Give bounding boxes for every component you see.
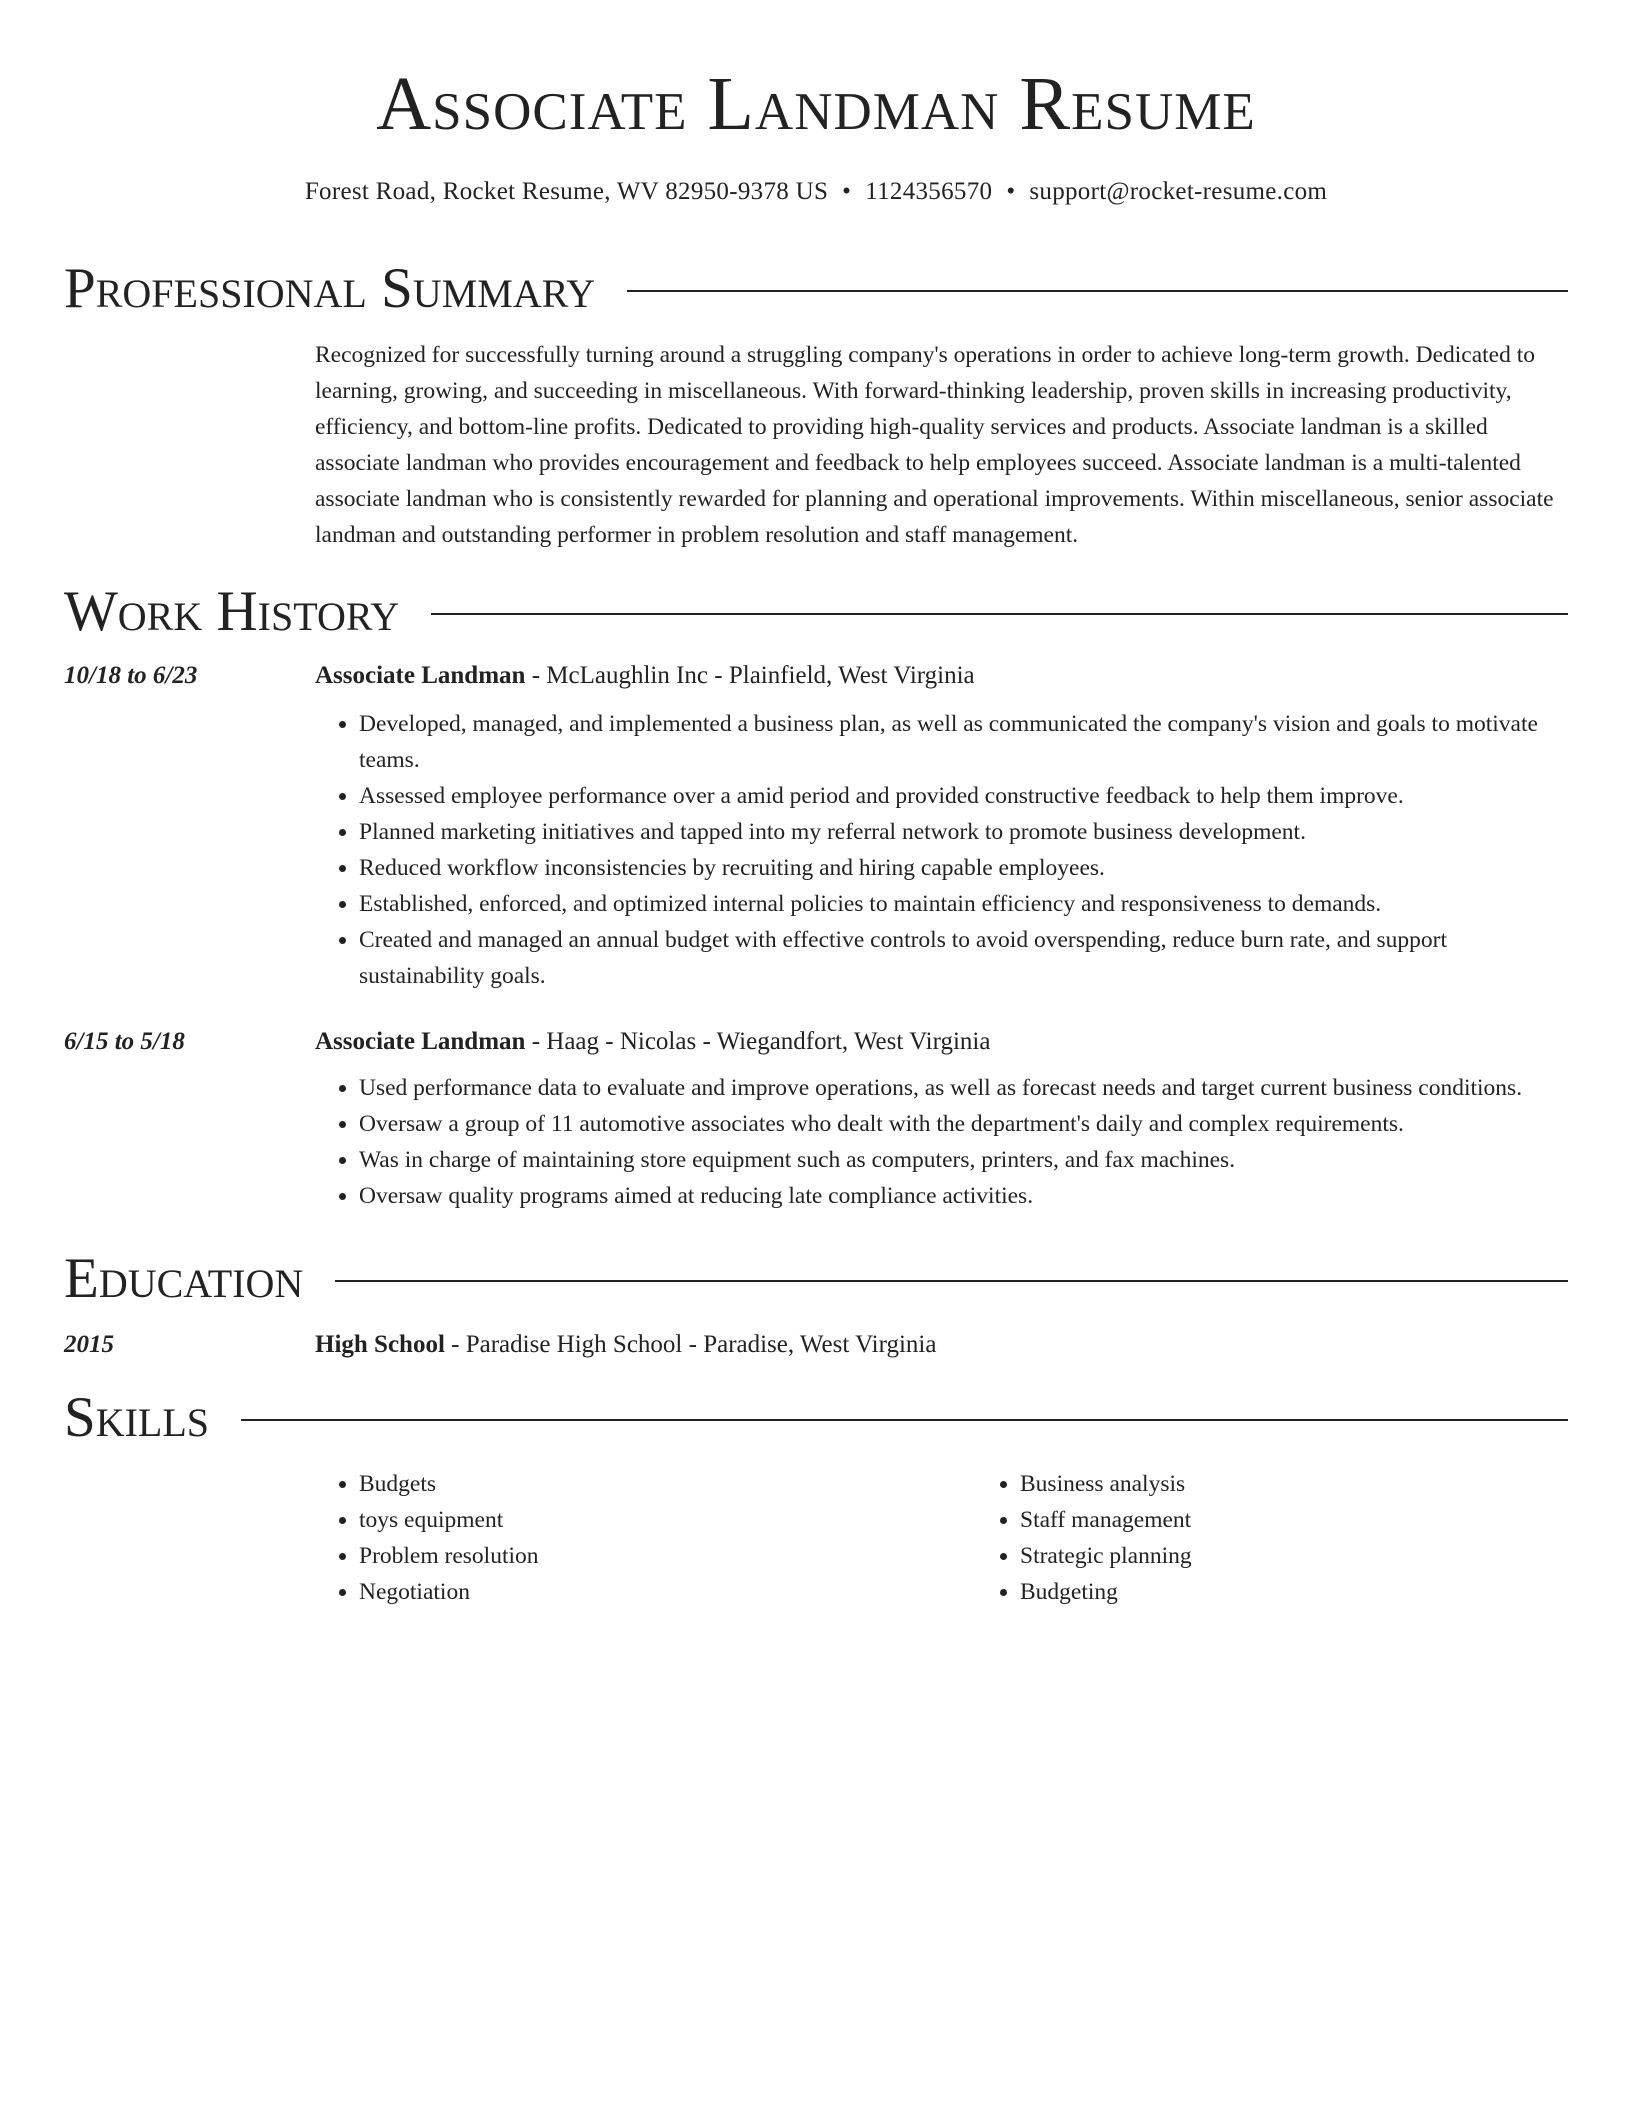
job-heading bbox=[315, 1028, 1568, 1056]
skills-heading-row bbox=[64, 1386, 1568, 1449]
skill-item: • Business analysis bbox=[1020, 1466, 1632, 1502]
degree: High School bbox=[315, 1331, 445, 1358]
list-item: • Used performance data to evaluate and improve operations, as well as forecast needs and target current business conditions. bbox=[359, 1070, 1568, 1106]
skill-item: • Strategic planning bbox=[1020, 1538, 1632, 1574]
education-details bbox=[315, 1331, 1568, 1359]
job-bullets bbox=[315, 1070, 1568, 1214]
section-divider bbox=[431, 613, 1568, 615]
work-history-section bbox=[64, 580, 1568, 1214]
summary-text: Recognized for successfully turning around a struggling company's operations in order to achieve long-term growth. Dedicated to learning, growing, and succeeding in miscellaneous. With forward-thinking leadership, proven skills in increasing productivity, efficiency, and bottom-line profits. Dedicated to providing high-quality services and products. Associate landman is a skilled associate landman who provides encouragement and feedback to help employees succeed. Associate landman is a multi-talented associate landman who is consistently rewarded for planning and operational improvements. Within miscellaneous, senior associate landman and outstanding performer in problem resolution and staff management. bbox=[315, 342, 1554, 548]
school: - Paradise High School - Paradise, West Virginia bbox=[444, 1331, 937, 1358]
job-entry bbox=[64, 1028, 1568, 1214]
separator-dot: • bbox=[842, 178, 852, 205]
work-heading: Work History bbox=[64, 580, 400, 643]
list-item: • Oversaw a group of 11 automotive associates who dealt with the department's daily and complex requirements. bbox=[359, 1106, 1568, 1142]
skill-item: • Staff management bbox=[1020, 1502, 1632, 1538]
email: support@rocket-resume.com bbox=[1029, 178, 1328, 205]
list-item: • Developed, managed, and implemented a business plan, as well as communicated the company's vision and goals to motivate teams. bbox=[359, 706, 1568, 778]
job-dates: 10/18 to 6/23 bbox=[64, 662, 198, 689]
skill-item: • toys equipment bbox=[359, 1502, 976, 1538]
list-item: • Assessed employee performance over a amid period and provided constructive feedback to help them improve. bbox=[359, 778, 1568, 814]
job-employer: - McLaughlin Inc - Plainfield, West Virginia bbox=[525, 662, 975, 689]
job-bullets bbox=[315, 706, 1568, 994]
phone: 1124356570 bbox=[865, 178, 993, 205]
education-heading-row bbox=[64, 1247, 1568, 1310]
job-entry bbox=[64, 662, 1568, 994]
skills-list bbox=[315, 1466, 1568, 1610]
section-divider bbox=[335, 1280, 1568, 1282]
list-item: • Reduced workflow inconsistencies by recruiting and hiring capable employees. bbox=[359, 850, 1568, 886]
education-year: 2015 bbox=[64, 1331, 114, 1358]
skill-item: • Budgeting bbox=[1020, 1574, 1632, 1610]
separator-dot: • bbox=[1006, 178, 1016, 205]
skill-item: • Negotiation bbox=[359, 1574, 976, 1610]
job-dates: 6/15 to 5/18 bbox=[64, 1028, 185, 1055]
summary-section bbox=[64, 257, 1568, 553]
resume-page bbox=[64, 0, 1568, 1610]
resume-title: Associate Landman Resume bbox=[376, 62, 1256, 146]
list-item: • Created and managed an annual budget with effective controls to avoid overspending, reduce burn rate, and support sustainability goals. bbox=[359, 922, 1568, 994]
list-item: • Was in charge of maintaining store equipment such as computers, printers, and fax machines. bbox=[359, 1142, 1568, 1178]
job-employer: - Haag - Nicolas - Wiegandfort, West Virginia bbox=[525, 1028, 991, 1055]
skills-section bbox=[64, 1386, 1568, 1610]
job-details bbox=[315, 662, 1568, 994]
skills-column-1 bbox=[315, 1466, 976, 1610]
education-entry bbox=[64, 1331, 1568, 1359]
list-item: • Established, enforced, and optimized internal policies to maintain efficiency and responsiveness to demands. bbox=[359, 886, 1568, 922]
address: Forest Road, Rocket Resume, WV 82950-9378 US bbox=[304, 178, 829, 205]
section-divider bbox=[627, 290, 1568, 292]
skill-item: • Problem resolution bbox=[359, 1538, 976, 1574]
job-heading bbox=[315, 662, 1568, 690]
job-title: Associate Landman bbox=[315, 1028, 526, 1055]
summary-heading: Professional Summary bbox=[64, 257, 596, 320]
education-heading: Education bbox=[64, 1247, 304, 1310]
section-divider bbox=[241, 1419, 1568, 1421]
work-heading-row bbox=[64, 580, 1568, 643]
job-details bbox=[315, 1028, 1568, 1214]
skills-heading: Skills bbox=[64, 1386, 210, 1449]
skill-item: • Budgets bbox=[359, 1466, 976, 1502]
summary-heading-row bbox=[64, 257, 1568, 320]
education-section bbox=[64, 1247, 1568, 1359]
job-title: Associate Landman bbox=[315, 662, 526, 689]
skills-column-2 bbox=[976, 1466, 1632, 1610]
list-item: • Oversaw quality programs aimed at reducing late compliance activities. bbox=[359, 1178, 1568, 1214]
contact-line bbox=[64, 178, 1568, 206]
list-item: • Planned marketing initiatives and tapped into my referral network to promote business development. bbox=[359, 814, 1568, 850]
